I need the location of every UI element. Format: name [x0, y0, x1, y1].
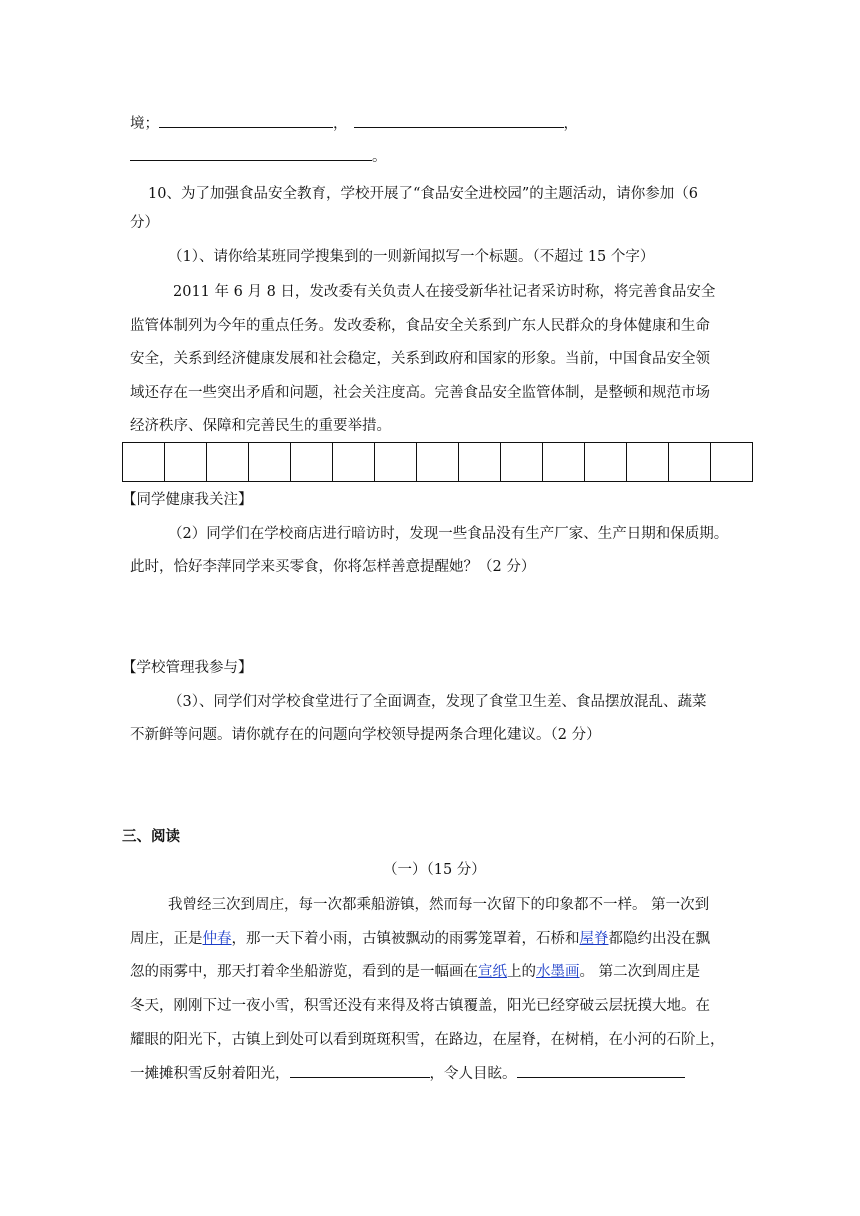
q10-sub3-cont: 不新鲜等问题。请你就存在的问题向学校领导提两条合理化建议。（2 分） — [130, 727, 601, 743]
answer-blank[interactable] — [290, 1063, 430, 1078]
grid-cell[interactable] — [669, 443, 711, 482]
grid-cell[interactable] — [585, 443, 627, 482]
q9-answer-line-2: 。 — [130, 146, 387, 167]
q10-sub2: （2）同学们在学校商店进行暗访时，发现一些食品没有生产厂家、生产日期和保质期。 — [168, 526, 729, 542]
grid-cell[interactable] — [711, 443, 753, 482]
grid-cell[interactable] — [165, 443, 207, 482]
news-line-2: 监管体制列为今年的重点任务。发改委称，食品安全关系到广东人民群众的身体健康和生命 — [130, 318, 710, 334]
answer-blank[interactable] — [354, 113, 564, 128]
news-line-4: 域还存在一些突出矛盾和问题，社会关注度高。完善食品安全监管体制，是整顿和规范市场 — [130, 385, 710, 401]
grid-cell[interactable] — [459, 443, 501, 482]
section-school: 【学校管理我参与】 — [122, 660, 253, 676]
q9-answer-line-1: 境； ， ， — [130, 113, 578, 134]
grid-cell[interactable] — [501, 443, 543, 482]
news-line-1: 2011 年 6 月 8 日，发改委有关负责人在接受新华社记者采访时称，将完善食品安全 — [173, 284, 716, 300]
reading-line-6: 一摊摊积雪反射着阳光， ，令人目眩。 — [130, 1063, 685, 1084]
q10-sub3: （3）、同学们对学校食堂进行了全面调查，发现了食堂卫生差、食品摆放混乱、蔬菜 — [168, 694, 707, 710]
grid-cell[interactable] — [333, 443, 375, 482]
answer-blank[interactable] — [159, 113, 333, 128]
news-line-3: 安全，关系到经济健康发展和社会稳定，关系到政府和国家的形象。当前，中国食品安全领 — [130, 351, 710, 367]
section-health: 【同学健康我关注】 — [122, 492, 253, 508]
link-xuanzhi[interactable]: 宣纸 — [478, 964, 507, 980]
title-answer-grid — [122, 442, 753, 482]
reading-line-3: 忽的雨雾中，那天打着伞坐船游览，看到的是一幅画在宣纸上的水墨画。 第二次到周庄是 — [130, 964, 701, 980]
answer-blank[interactable] — [130, 146, 372, 161]
grid-cell[interactable] — [375, 443, 417, 482]
grid-cell[interactable] — [207, 443, 249, 482]
q10-sub2-cont: 此时，恰好李萍同学来买零食，你将怎样善意提醒她？（2 分） — [130, 559, 536, 575]
link-zhongchun[interactable]: 仲春 — [202, 931, 232, 947]
reading-heading: 三、阅读 — [122, 828, 180, 845]
q10-intro: 10、为了加强食品安全教育，学校开展了“食品安全进校园”的主题活动，请你参加（6 — [148, 186, 698, 202]
reading-line-1: 我曾经三次到周庄，每一次都乘船游镇，然而每一次留下的印象都不一样。 第一次到 — [168, 897, 710, 913]
q10-intro-cont: 分） — [130, 215, 159, 231]
grid-cell[interactable] — [417, 443, 459, 482]
link-wuji[interactable]: 屋脊 — [579, 931, 609, 947]
answer-blank[interactable] — [517, 1063, 685, 1078]
grid-cell[interactable] — [543, 443, 585, 482]
grid-cell[interactable] — [627, 443, 669, 482]
reading-part-title: （一）（15 分） — [383, 862, 486, 878]
news-line-5: 经济秩序、保障和完善民生的重要举措。 — [130, 418, 391, 434]
grid-cell[interactable] — [291, 443, 333, 482]
reading-line-5: 耀眼的阳光下，古镇上到处可以看到斑斑积雪，在路边，在屋脊，在树梢，在小河的石阶上， — [130, 1032, 725, 1048]
reading-line-4: 冬天，刚刚下过一夜小雪，积雪还没有来得及将古镇覆盖，阳光已经穿破云层抚摸大地。在 — [130, 998, 710, 1014]
q10-sub1: （1）、请你给某班同学搜集到的一则新闻拟写一个标题。（不超过 15 个字） — [168, 249, 655, 265]
grid-cell[interactable] — [249, 443, 291, 482]
grid-cell[interactable] — [123, 443, 165, 482]
reading-line-2: 周庄，正是仲春，那一天下着小雨，古镇被飘动的雨雾笼罩着，石桥和屋脊都隐约出没在飘 — [130, 931, 710, 947]
link-shuimohua[interactable]: 水墨画 — [536, 964, 580, 980]
